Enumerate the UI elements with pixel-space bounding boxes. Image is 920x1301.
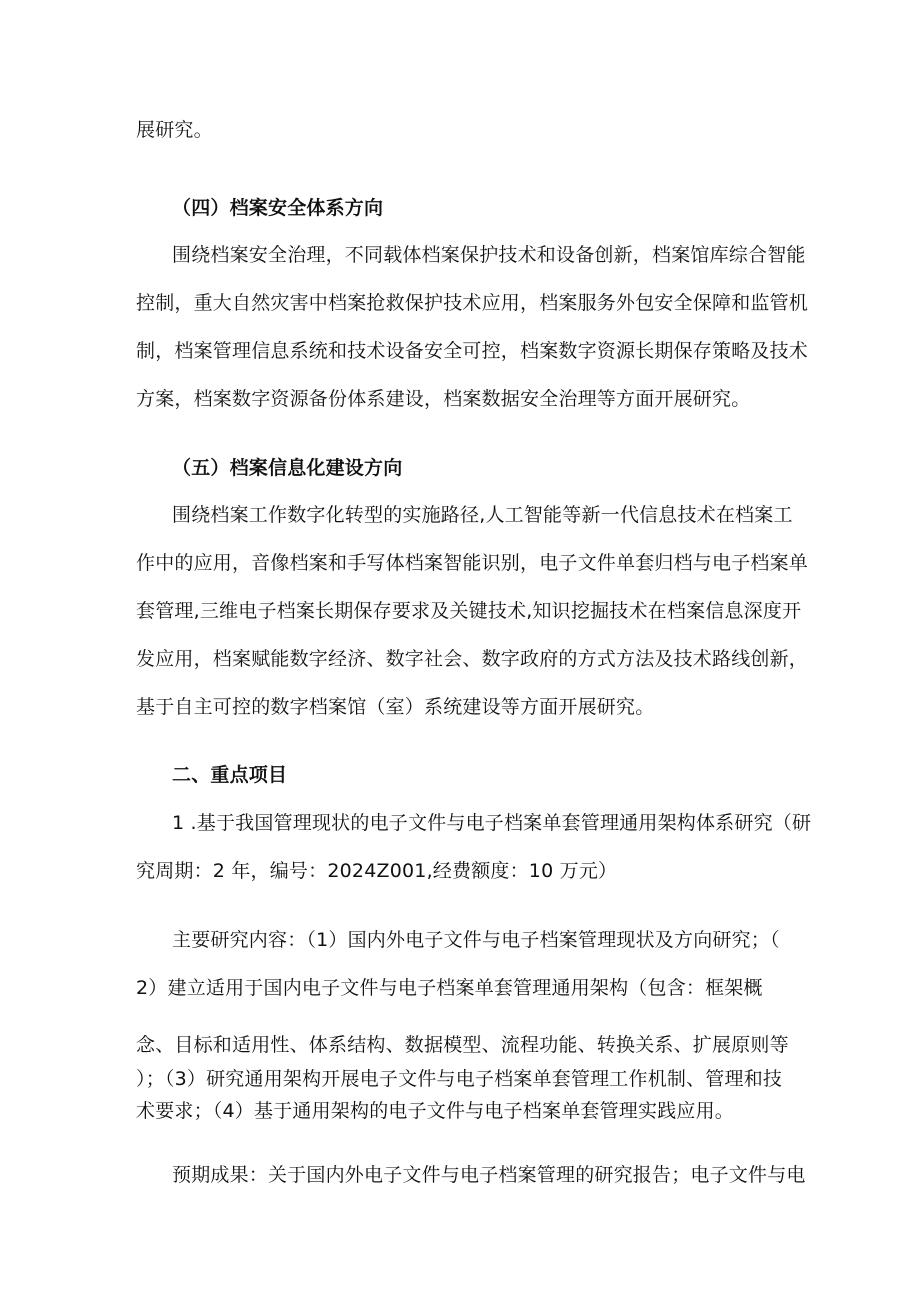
paragraph-line: 2）建立适用于国内电子文件与电子档案单套管理通用架构（包含：框架概 bbox=[136, 977, 763, 999]
paragraph-line: 预期成果：关于国内外电子文件与电子档案管理的研究报告；电子文件与电 bbox=[172, 1164, 806, 1186]
paragraph-line: 发应用，档案赋能数字经济、数字社会、数字政府的方式方法及技术路线创新， bbox=[136, 648, 809, 670]
paragraph-line: 究周期：2 年，编号：2024Z001,经费额度：10 万元） bbox=[136, 860, 618, 882]
paragraph-line: 作中的应用，音像档案和手写体档案智能识别，电子文件单套归档与电子档案单 bbox=[136, 552, 809, 574]
paragraph-line: 方案，档案数字资源备份体系建设，档案数据安全治理等方面开展研究。 bbox=[136, 388, 751, 410]
paragraph-line: 制，档案管理信息系统和技术设备安全可控，档案数字资源长期保存策略及技术 bbox=[136, 340, 809, 362]
section-heading: 二、重点项目 bbox=[172, 764, 288, 786]
section-heading: （五）档案信息化建设方向 bbox=[172, 457, 403, 479]
paragraph-line: 术要求；（4）基于通用架构的电子文件与电子档案单套管理实践应用。 bbox=[136, 1100, 734, 1122]
paragraph-line: 1 .基于我国管理现状的电子文件与电子档案单套管理通用架构体系研究（研 bbox=[172, 812, 812, 834]
section-heading: （四）档案安全体系方向 bbox=[172, 197, 384, 219]
paragraph-line: ）；（3）研究通用架构开展电子文件与电子档案单套管理工作机制、管理和技 bbox=[136, 1068, 783, 1090]
paragraph-line: 主要研究内容：（1）国内外电子文件与电子档案管理现状及方向研究；（ bbox=[172, 929, 780, 951]
paragraph-line: 围绕档案工作数字化转型的实施路径,人工智能等新一代信息技术在档案工 bbox=[172, 504, 793, 526]
paragraph-line: 基于自主可控的数字档案馆（室）系统建设等方面开展研究。 bbox=[136, 696, 655, 718]
paragraph-line: 套管理,三维电子档案长期保存要求及关键技术,知识挖掘技术在档案信息深度开 bbox=[136, 600, 802, 622]
paragraph-line: 展研究。 bbox=[136, 119, 213, 141]
paragraph-line: 念、目标和适用性、体系结构、数据模型、流程功能、转换关系、扩展原则等 bbox=[136, 1034, 789, 1056]
paragraph-line: 围绕档案安全治理，不同载体档案保护技术和设备创新，档案馆库综合智能 bbox=[172, 244, 806, 266]
paragraph-line: 控制，重大自然灾害中档案抢救保护技术应用，档案服务外包安全保障和监管机 bbox=[136, 292, 809, 314]
